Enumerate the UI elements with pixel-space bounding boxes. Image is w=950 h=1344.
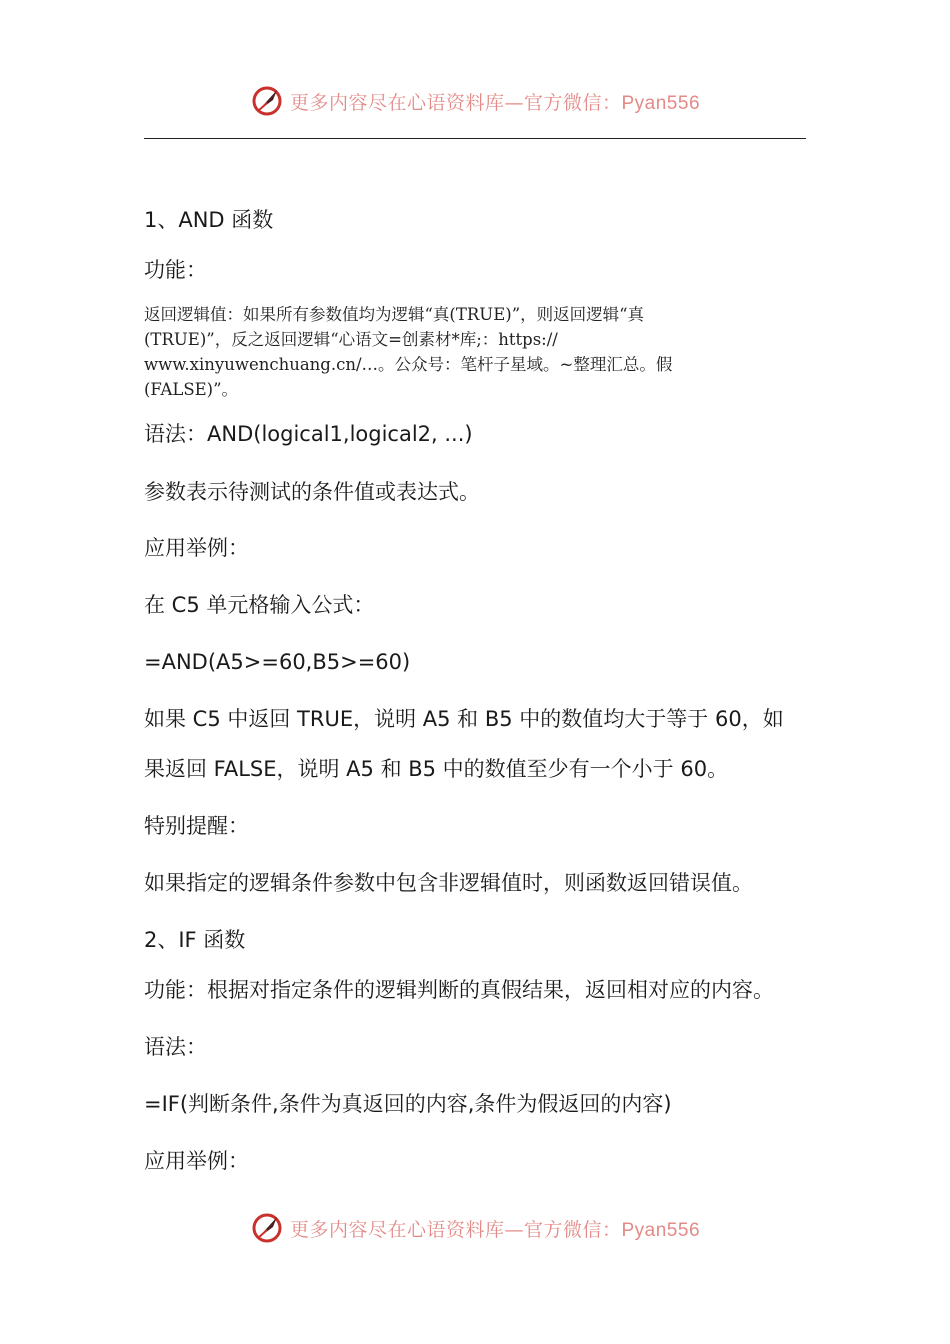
section1-result-line2: 果返回 FALSE，说明 A5 和 B5 中的数值至少有一个小于 60。 xyxy=(144,757,729,781)
section2-function: 功能：根据对指定条件的逻辑判断的真假结果，返回相对应的内容。 xyxy=(144,978,774,1002)
section2-formula: =IF(判断条件,条件为真返回的内容,条件为假返回的内容) xyxy=(144,1092,672,1116)
footer-banner xyxy=(0,1211,950,1245)
quill-logo-icon xyxy=(250,1211,284,1245)
section1-description xyxy=(144,302,784,402)
description-line: 返回逻辑值：如果所有参数值均为逻辑“真(TRUE)”，则返回逻辑“真 xyxy=(144,305,645,324)
section1-heading: 1、AND 函数 xyxy=(144,208,274,232)
section2-heading: 2、IF 函数 xyxy=(144,928,246,952)
section1-example-instruction: 在 C5 单元格输入公式： xyxy=(144,593,375,617)
header-rule xyxy=(144,138,806,139)
section1-example-label: 应用举例： xyxy=(144,536,249,560)
section1-params: 参数表示待测试的条件值或表达式。 xyxy=(144,480,480,504)
section2-example-label: 应用举例： xyxy=(144,1149,249,1173)
section1-result-line1: 如果 C5 中返回 TRUE，说明 A5 和 B5 中的数值均大于等于 60，如 xyxy=(144,707,784,731)
footer-banner-text: 更多内容尽在心语资料库—官方微信：Pyan556 xyxy=(289,1218,701,1241)
section2-syntax-label: 语法： xyxy=(144,1035,207,1059)
section1-function-label: 功能： xyxy=(144,258,207,282)
header-banner xyxy=(0,84,950,118)
section1-reminder-text: 如果指定的逻辑条件参数中包含非逻辑值时，则函数返回错误值。 xyxy=(144,871,753,895)
description-line: (FALSE)”。 xyxy=(144,380,239,399)
quill-logo-icon xyxy=(250,84,284,118)
description-line: www.xinyuwenchuang.cn/…。公众号：笔杆子星域。~整理汇总。假 xyxy=(144,355,673,374)
header-banner-text: 更多内容尽在心语资料库—官方微信：Pyan556 xyxy=(289,91,701,114)
section1-syntax: 语法：AND(logical1,logical2, ...) xyxy=(144,422,473,446)
section1-formula: =AND(A5>=60,B5>=60) xyxy=(144,650,411,674)
section1-reminder-label: 特别提醒： xyxy=(144,814,249,838)
description-line: (TRUE)”，反之返回逻辑“心语文=创素材*库;：https:// xyxy=(144,330,558,349)
